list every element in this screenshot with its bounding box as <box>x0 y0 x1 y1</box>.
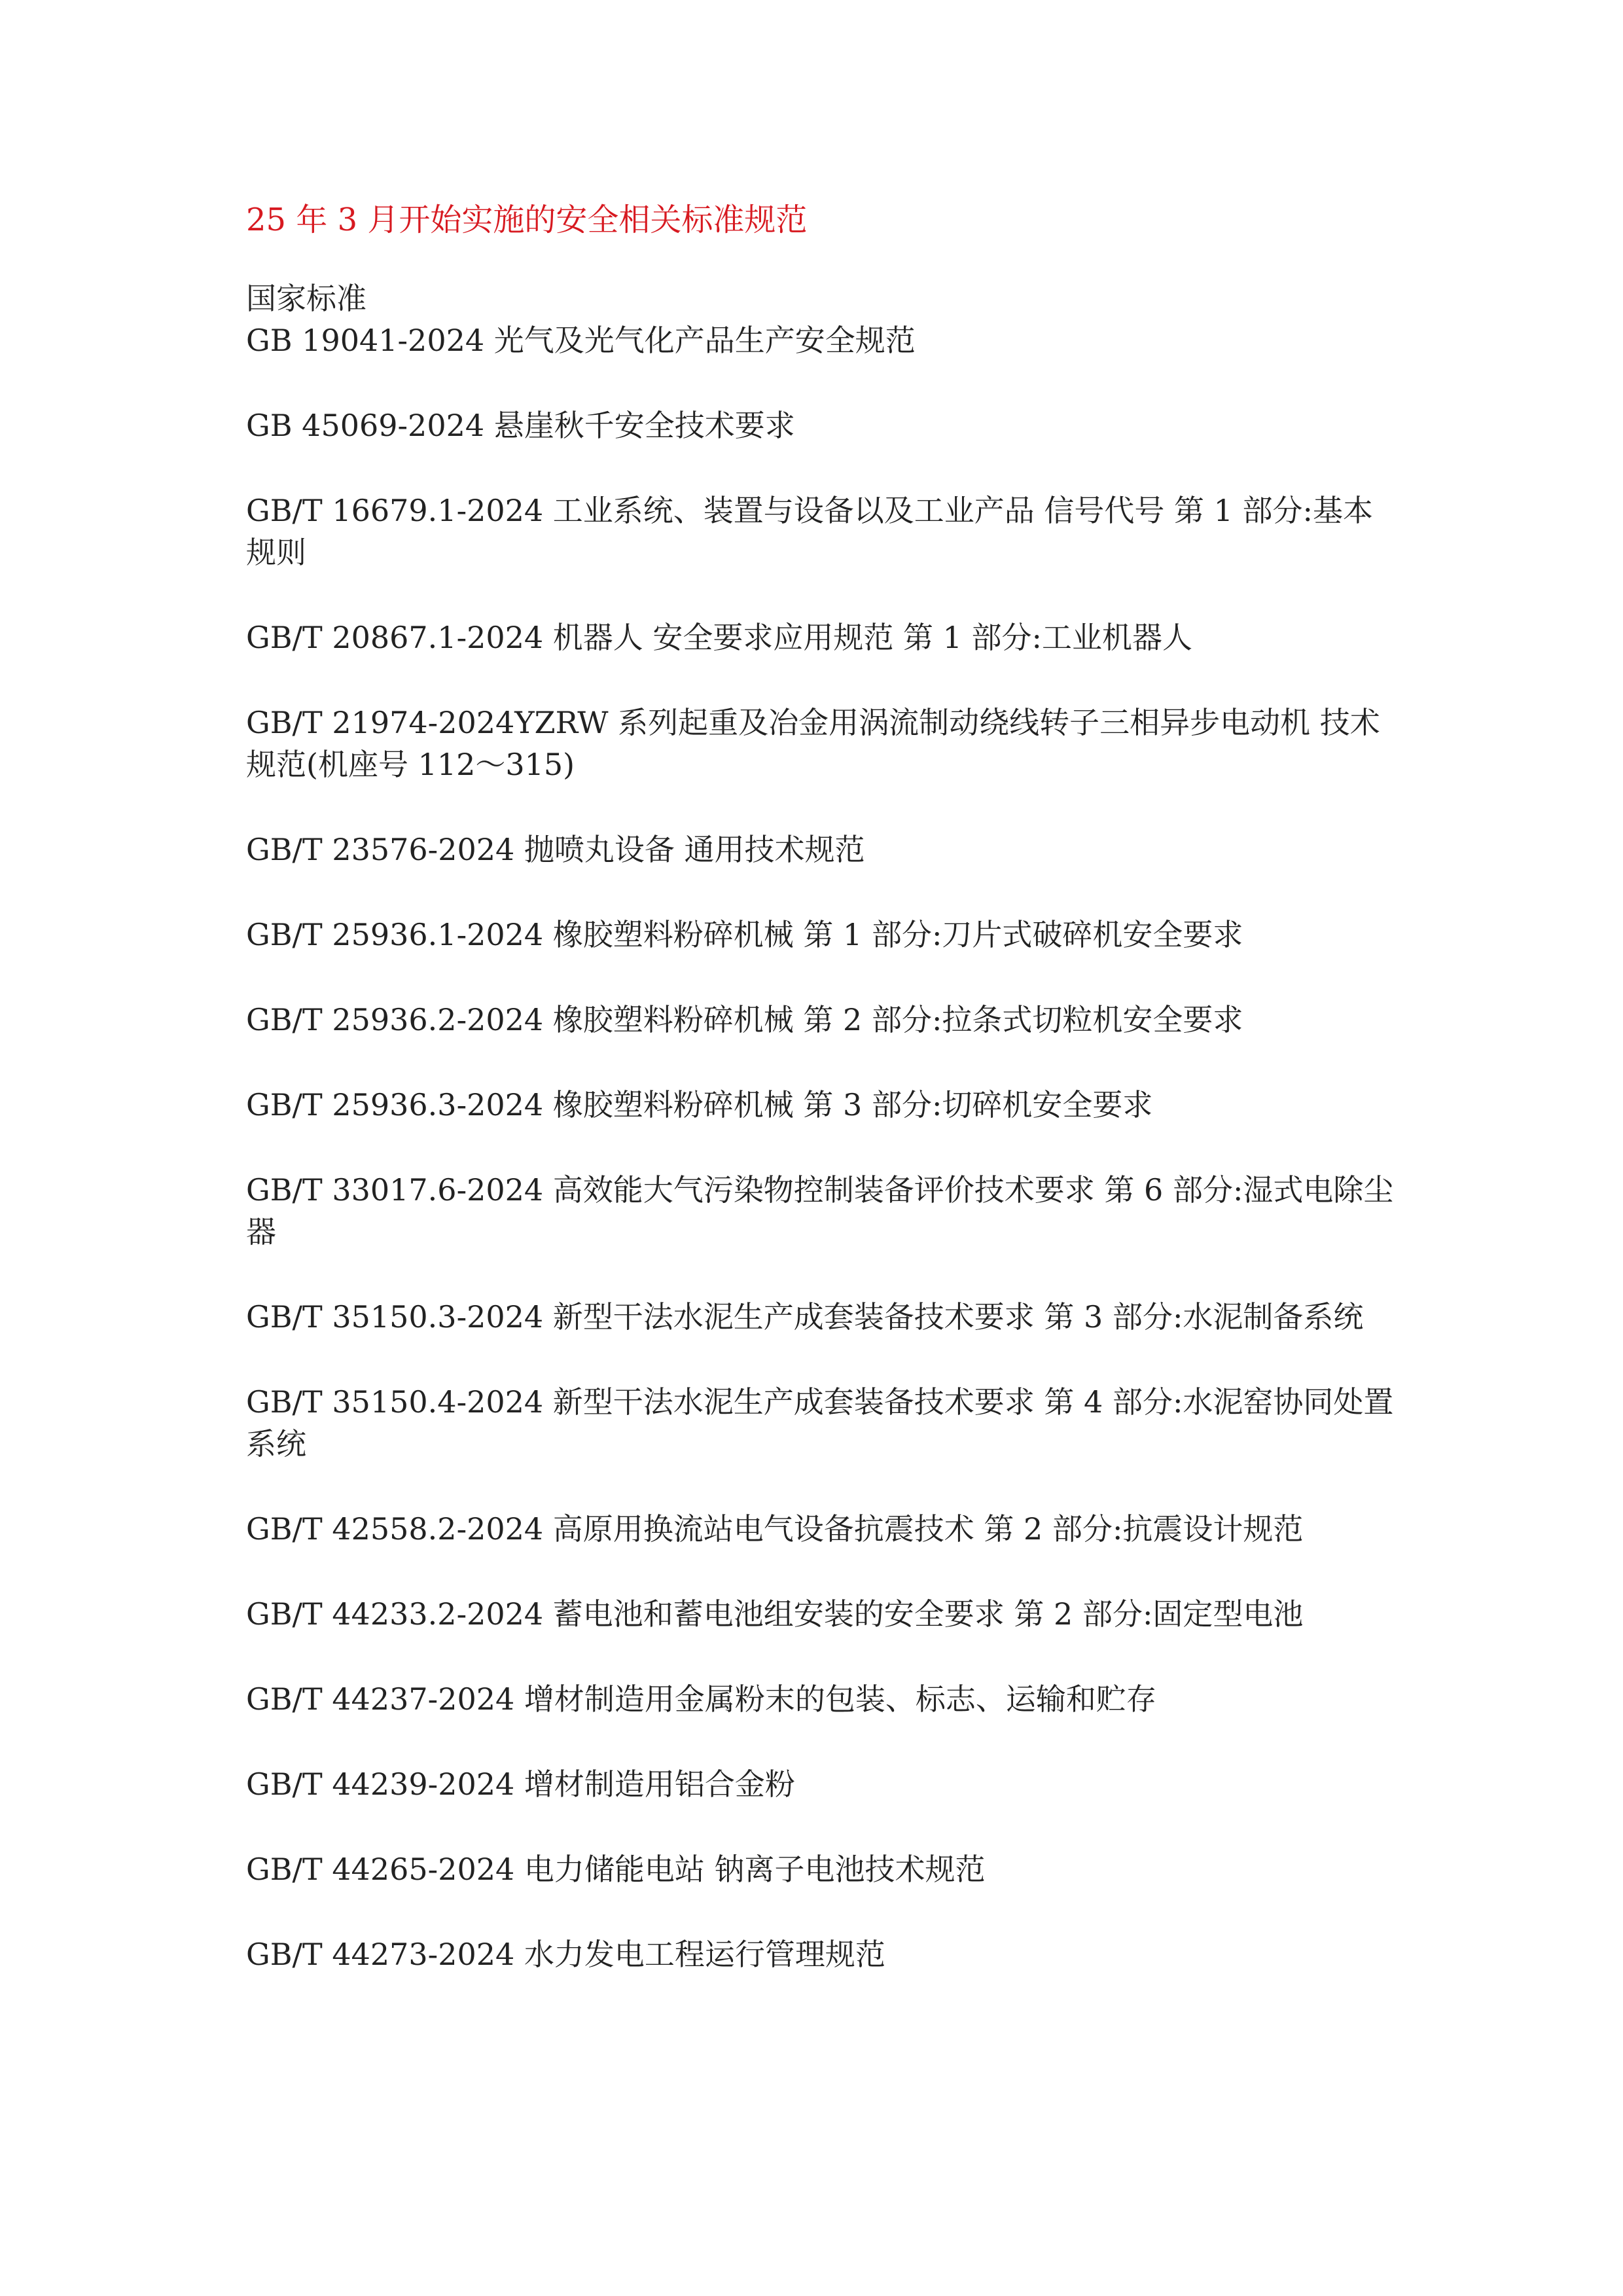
list-item: GB/T 25936.3-2024 橡胶塑料粉碎机械 第 3 部分:切碎机安全要求 <box>246 1087 1153 1122</box>
list-item: GB/T 42558.2-2024 高原用换流站电气设备抗震技术 第 2 部分:抗震设计规范 <box>246 1511 1304 1547</box>
list-item: GB 19041-2024 光气及光气化产品生产安全规范 <box>246 323 916 358</box>
document-page <box>246 194 1398 2018</box>
list-item: GB/T 16679.1-2024 工业系统、装置与设备以及工业产品 信号代号 第 1 部分:基本规则 <box>246 493 1374 570</box>
list-item: GB/T 44237-2024 增材制造用金属粉末的包装、标志、运输和贮存 <box>246 1681 1156 1717</box>
section-heading: 国家标准 <box>246 281 366 316</box>
list-item: GB/T 35150.4-2024 新型干法水泥生产成套装备技术要求 第 4 部分:水泥窑协同处置系统 <box>246 1384 1394 1462</box>
list-item: GB/T 25936.1-2024 橡胶塑料粉碎机械 第 1 部分:刀片式破碎机安全要求 <box>246 917 1243 952</box>
standards-list <box>246 319 1398 1975</box>
list-item: GB/T 33017.6-2024 高效能大气污染物控制装备评价技术要求 第 6 部分:湿式电除尘器 <box>246 1172 1394 1249</box>
document-title: 25 年 3 月开始实施的安全相关标准规范 <box>246 202 808 238</box>
list-item: GB/T 23576-2024 抛喷丸设备 通用技术规范 <box>246 832 865 867</box>
list-item: GB/T 44265-2024 电力储能电站 钠离子电池技术规范 <box>246 1852 986 1887</box>
list-item: GB/T 44233.2-2024 蓄电池和蓄电池组安装的安全要求 第 2 部分:固定型电池 <box>246 1596 1304 1632</box>
list-item: GB/T 44239-2024 增材制造用铝合金粉 <box>246 1767 795 1802</box>
list-item: GB/T 25936.2-2024 橡胶塑料粉碎机械 第 2 部分:拉条式切粒机安全要求 <box>246 1002 1243 1037</box>
list-item: GB/T 44273-2024 水力发电工程运行管理规范 <box>246 1937 885 1972</box>
list-item: GB/T 20867.1-2024 机器人 安全要求应用规范 第 1 部分:工业机器人 <box>246 620 1193 655</box>
list-item: GB 45069-2024 悬崖秋千安全技术要求 <box>246 408 795 443</box>
list-item: GB/T 35150.3-2024 新型干法水泥生产成套装备技术要求 第 3 部分:水泥制备系统 <box>246 1299 1364 1335</box>
list-item: GB/T 21974-2024YZRW 系列起重及冶金用涡流制动绕线转子三相异步电动机 技术规范(机座号 112～315) <box>246 705 1380 782</box>
